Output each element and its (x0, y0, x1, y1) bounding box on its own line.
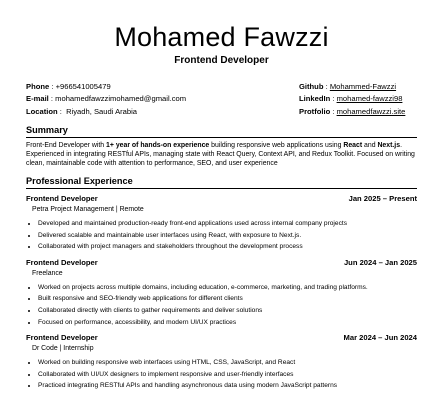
job-bullets (26, 282, 417, 328)
job-bullet: • Collaborated directly with clients to gather requirements and deliver solutions (38, 305, 417, 317)
job-bullet: • Collaborated with UI/UX designers to implement responsive and user-friendly interfaces (38, 369, 417, 381)
job-bullet: • Delivered scalable and maintainable user interfaces using React, with exposure to Next.js. (38, 230, 417, 242)
job-bullet: • Worked on building responsive web interfaces using HTML, CSS, JavaScript, and React (38, 357, 417, 369)
job-entry (26, 194, 417, 253)
contact-location: Location : Riyadh, Saudi Arabia (26, 106, 138, 116)
job-header (26, 258, 417, 268)
job-bullet: • Practiced integrating RESTful APIs and handling asynchronous data using modern JavaScript patterns (38, 380, 417, 392)
summary-bold-react: React (343, 142, 363, 150)
job-bullet: • Developed and maintained production-ready front-end applications used across internal company projects (38, 218, 417, 230)
contact-left-column (26, 81, 186, 118)
summary-bold-nextjs: Next.js (377, 142, 401, 150)
job-bullets (26, 218, 417, 253)
job-bullet: • Focused on performance, accessibility, and modern UI/UX practices (38, 317, 417, 329)
summary-heading: Summary (26, 124, 417, 138)
job-dates: Mar 2024 – Jun 2024 (343, 333, 417, 343)
contact-portfolio-label: Protfolio (299, 106, 331, 116)
job-bullet: • Worked on projects across multiple domains, including education, e-commerce, marketing, and trading platforms. (38, 282, 417, 294)
contact-phone: Phone : +966541005479 (26, 82, 111, 91)
job-title: Frontend Developer (26, 193, 98, 203)
contact-location-label: Location (26, 106, 58, 116)
job-dates: Jun 2024 – Jan 2025 (343, 257, 417, 267)
candidate-role: Frontend Developer (174, 55, 269, 66)
job-entry (26, 333, 417, 392)
candidate-name: Mohamed Fawzzi (114, 22, 329, 52)
contact-email: E-mail : mohamedfawzzimohamed@gmail.com (26, 94, 187, 104)
job-header (26, 333, 417, 343)
contact-right-column (299, 81, 417, 118)
summary-paragraph (26, 142, 417, 169)
contact-github: Github : Mohammed-Fawzzi (299, 82, 397, 91)
contact-linkedin-label: LinkedIn (299, 94, 331, 104)
summary-text-3: and (362, 142, 378, 150)
job-header (26, 194, 417, 204)
contact-email-value: mohamedfawzzimohamed@gmail.com (55, 94, 187, 104)
contact-block (26, 81, 417, 118)
experience-heading: Professional Experience (26, 175, 417, 189)
linkedin-link[interactable]: mohamed-fawzzi98 (336, 94, 403, 104)
portfolio-link[interactable]: mohamedfawzzi.site (336, 106, 406, 116)
contact-linkedin: LinkedIn : mohamed-fawzzi98 (299, 94, 403, 104)
job-company: Dr Code | Internship (32, 345, 94, 353)
job-company: Freelance (32, 269, 63, 277)
contact-phone-label: Phone (26, 82, 50, 91)
summary-bold-experience: 1+ year of hands-on experience (106, 142, 210, 150)
job-dates: Jan 2025 – Present (348, 193, 417, 203)
job-bullet: • Built responsive and SEO-friendly web applications for different clients (38, 293, 417, 305)
job-bullets (26, 357, 417, 392)
contact-phone-value: +966541005479 (55, 82, 111, 91)
contact-portfolio: Protfolio : mohamedfawzzi.site (299, 106, 406, 116)
summary-text-1: Front-End Developer with (26, 142, 107, 150)
summary-text-2: building responsive web applications using (209, 142, 344, 150)
job-bullet: • Collaborated with project managers and stakeholders throughout the development process (38, 241, 417, 253)
job-entry (26, 258, 417, 328)
job-title: Frontend Developer (26, 333, 98, 343)
job-title: Frontend Developer (26, 257, 98, 267)
summary-text-4: . Experienced in integrating RESTful APIs, managing state with React Query, Context API, and Redux Toolkit. Focused on writing clean, maintainable code with attention to performance, SEO, and user experience (26, 142, 415, 168)
contact-github-label: Github (299, 82, 324, 91)
github-link[interactable]: Mohammed-Fawzzi (329, 82, 397, 91)
contact-location-value: Riyadh, Saudi Arabia (66, 106, 138, 116)
job-company: Petra Project Management | Remote (32, 205, 144, 213)
contact-email-label: E-mail (26, 94, 49, 104)
